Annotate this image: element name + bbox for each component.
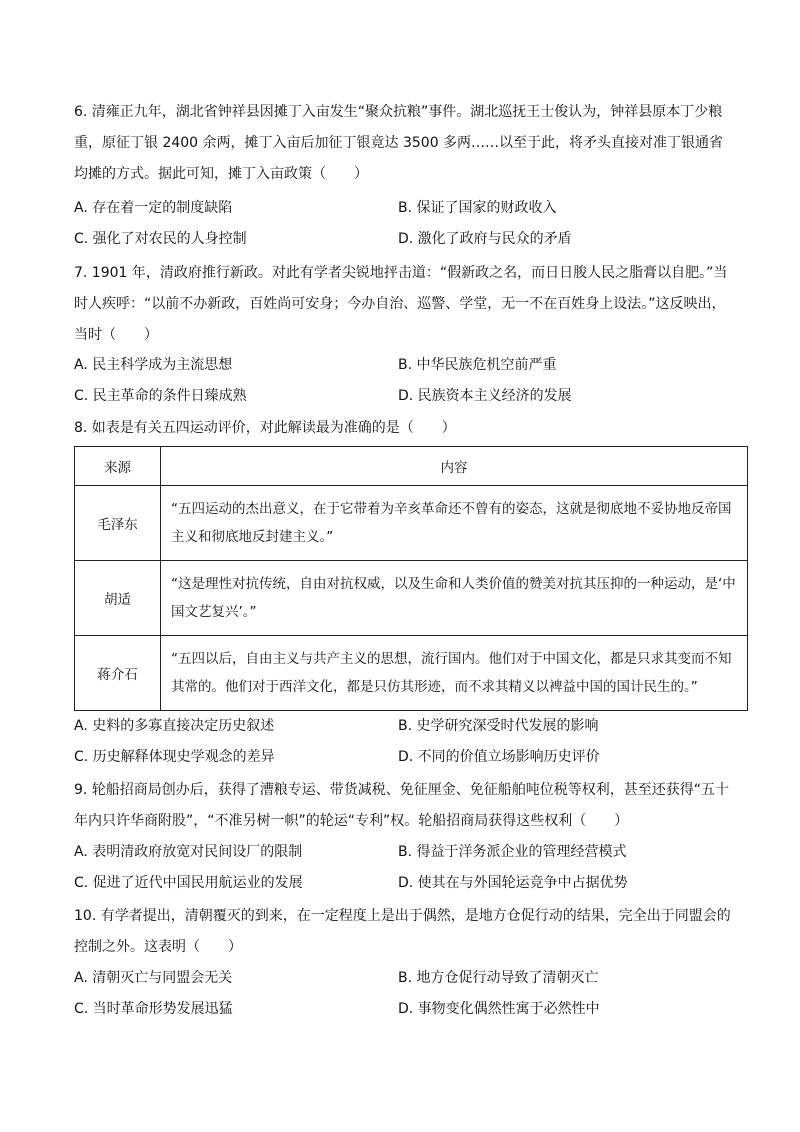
question-8-option-c: C. 历史解释体现史学观念的差异 xyxy=(74,749,275,765)
question-10-option-c: C. 当时革命形势发展迅猛 xyxy=(74,1001,233,1017)
table-row xyxy=(75,561,748,636)
table-cell-source: 蒋介石 xyxy=(75,636,161,711)
table-row xyxy=(75,486,748,561)
table-cell-content: “这是理性对抗传统，自由对抗权威，以及生命和人类价值的赞美对抗其压抑的一种运动，是‘中国文艺复兴’。” xyxy=(161,561,748,636)
table-cell-source: 毛泽东 xyxy=(75,486,161,561)
table-row xyxy=(75,636,748,711)
question-9-option-d: D. 使其在与外国轮运竞争中占据优势 xyxy=(398,875,628,891)
question-9-option-c: C. 促进了近代中国民用航运业的发展 xyxy=(74,875,303,891)
question-10-option-d: D. 事物变化偶然性寓于必然性中 xyxy=(398,1001,600,1017)
question-6-option-d: D. 激化了政府与民众的矛盾 xyxy=(398,231,572,247)
question-7-option-c: C. 民主革命的条件日臻成熟 xyxy=(74,388,247,404)
question-6-stem: 6. 清雍正九年，湖北省钟祥县因摊丁入亩发生“聚众抗粮”事件。湖北巡抚王士俊认为，钟祥县原本丁少粮重，原征丁银 2400 余两，摊丁入亩后加征丁银竟达 3500 多两……以至于此，将矛头直接对准丁银通省均摊的方式。据此可知，摊丁入亩政策（ ） xyxy=(74,104,724,182)
table-header-row xyxy=(75,447,748,486)
table-cell-source: 胡适 xyxy=(75,561,161,636)
table-header-source: 来源 xyxy=(75,447,161,486)
question-7-option-b: B. 中华民族危机空前严重 xyxy=(398,357,557,373)
question-8-option-b: B. 史学研究深受时代发展的影响 xyxy=(398,718,599,734)
question-7-option-a: A. 民主科学成为主流思想 xyxy=(74,357,233,373)
question-7-stem: 7. 1901 年，清政府推行新政。对此有学者尖锐地抨击道：“假新政之名，而日日朘人民之脂膏以自肥。”当时人疾呼：“以前不办新政，百姓尚可安身；今办自治、巡警、学堂，无一不在百姓身上设法。”这反映出，当时（ ） xyxy=(74,265,728,343)
question-8-stem: 8. 如表是有关五四运动评价，对此解读最为准确的是（ ） xyxy=(74,420,456,436)
question-10-option-b: B. 地方仓促行动导致了清朝灭亡 xyxy=(398,970,599,986)
question-6-option-b: B. 保证了国家的财政收入 xyxy=(398,200,557,216)
question-7-option-d: D. 民族资本主义经济的发展 xyxy=(398,388,572,404)
question-9-stem: 9. 轮船招商局创办后，获得了漕粮专运、带货减税、免征厘金、免征船舶吨位税等权利，甚至还获得“五十年内只许华商附股”，“不准另树一帜”的轮运“专利”权。轮船招商局获得这些权利（ ） xyxy=(74,782,730,829)
question-10-option-a: A. 清朝灭亡与同盟会无关 xyxy=(74,970,233,986)
question-6-option-a: A. 存在着一定的制度缺陷 xyxy=(74,200,233,216)
question-8-option-d: D. 不同的价值立场影响历史评价 xyxy=(398,749,600,765)
table-header-content: 内容 xyxy=(161,447,748,486)
table-cell-content: “五四以后，自由主义与共产主义的思想，流行国内。他们对于中国文化，都是只求其变而不知其常的。他们对于西洋文化，都是只仿其形迹，而不求其精义以裨益中国的国计民生的。” xyxy=(161,636,748,711)
question-10-stem: 10. 有学者提出，清朝覆灭的到来，在一定程度上是出于偶然，是地方仓促行动的结果，完全出于同盟会的控制之外。这表明（ ） xyxy=(74,908,731,955)
table-cell-content: “五四运动的杰出意义，在于它带着为辛亥革命还不曾有的姿态，这就是彻底地不妥协地反帝国主义和彻底地反封建主义。” xyxy=(161,486,748,561)
evaluation-table xyxy=(74,446,748,711)
question-9-option-b: B. 得益于洋务派企业的管理经营模式 xyxy=(398,844,627,860)
question-6-option-c: C. 强化了对农民的人身控制 xyxy=(74,231,247,247)
question-8-option-a: A. 史料的多寡直接决定历史叙述 xyxy=(74,718,275,734)
question-9-option-a: A. 表明清政府放宽对民间设厂的限制 xyxy=(74,844,303,860)
